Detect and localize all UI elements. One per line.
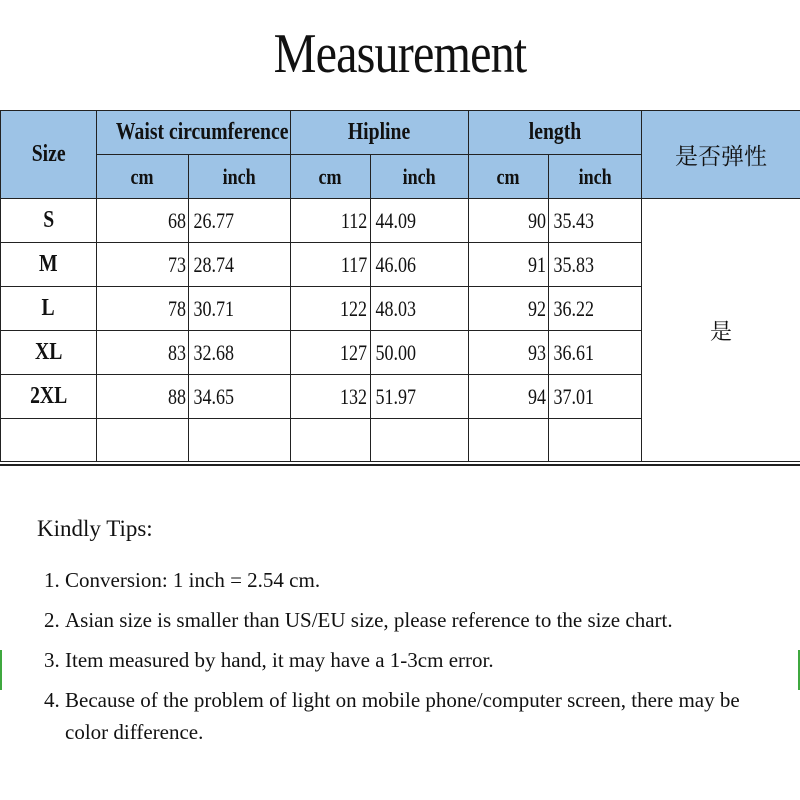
tip-item: 4. Because of the problem of light on mobile phone/computer screen, there may be color difference. xyxy=(65,684,757,748)
hip-cm-cell: 132 xyxy=(291,375,371,419)
tips-heading: Kindly Tips: xyxy=(37,516,153,541)
tip-item: 3. Item measured by hand, it may have a 1-3cm error. xyxy=(65,644,757,676)
tips-list xyxy=(37,564,757,748)
hip-inch-cell: 46.06 xyxy=(371,243,469,287)
tips-section xyxy=(37,516,757,756)
waist-cm-cell: 68 xyxy=(97,199,189,243)
elastic-header: 是否弹性 xyxy=(642,111,800,199)
tip-item: 2. Asian size is smaller than US/EU size, please reference to the size chart. xyxy=(65,604,757,636)
length-inch-header: inch xyxy=(549,155,642,199)
empty-cell xyxy=(291,419,371,462)
size-header: Size xyxy=(1,111,97,199)
hip-inch-cell: 51.97 xyxy=(371,375,469,419)
waist-cm-cell: 73 xyxy=(97,243,189,287)
page-title: Measurement xyxy=(273,23,527,85)
tip-item: 1. Conversion: 1 inch = 2.54 cm. xyxy=(65,564,757,596)
empty-cell xyxy=(189,419,291,462)
length-cm-cell: 91 xyxy=(469,243,549,287)
hip-cm-cell: 112 xyxy=(291,199,371,243)
empty-cell xyxy=(549,419,642,462)
size-label: L xyxy=(1,287,97,331)
length-cm-cell: 92 xyxy=(469,287,549,331)
empty-cell xyxy=(371,419,469,462)
waist-inch-cell: 32.68 xyxy=(189,331,291,375)
length-cm-cell: 93 xyxy=(469,331,549,375)
length-inch-cell: 36.22 xyxy=(549,287,642,331)
size-chart-table xyxy=(0,110,800,462)
waist-header: Waist circumference xyxy=(97,111,291,155)
length-inch-cell: 35.43 xyxy=(549,199,642,243)
waist-cm-cell: 78 xyxy=(97,287,189,331)
section-divider xyxy=(0,464,800,466)
empty-cell xyxy=(1,419,97,462)
length-header: length xyxy=(469,111,642,155)
waist-cm-cell: 83 xyxy=(97,331,189,375)
length-inch-cell: 37.01 xyxy=(549,375,642,419)
size-label: S xyxy=(1,199,97,243)
hip-cm-cell: 117 xyxy=(291,243,371,287)
length-inch-cell: 35.83 xyxy=(549,243,642,287)
size-label: M xyxy=(1,243,97,287)
waist-cm-header: cm xyxy=(97,155,189,199)
length-cm-header: cm xyxy=(469,155,549,199)
elastic-value: 是 xyxy=(642,199,800,462)
empty-cell xyxy=(97,419,189,462)
hip-cm-cell: 122 xyxy=(291,287,371,331)
length-inch-cell: 36.61 xyxy=(549,331,642,375)
hip-cm-header: cm xyxy=(291,155,371,199)
length-cm-cell: 90 xyxy=(469,199,549,243)
hip-cm-cell: 127 xyxy=(291,331,371,375)
waist-inch-cell: 26.77 xyxy=(189,199,291,243)
hip-header: Hipline xyxy=(291,111,469,155)
length-cm-cell: 94 xyxy=(469,375,549,419)
hip-inch-cell: 48.03 xyxy=(371,287,469,331)
waist-inch-cell: 28.74 xyxy=(189,243,291,287)
size-label: XL xyxy=(1,331,97,375)
hip-inch-cell: 50.00 xyxy=(371,331,469,375)
waist-inch-header: inch xyxy=(189,155,291,199)
size-label: 2XL xyxy=(1,375,97,419)
table-row xyxy=(1,199,800,243)
hip-inch-cell: 44.09 xyxy=(371,199,469,243)
waist-inch-cell: 34.65 xyxy=(189,375,291,419)
waist-inch-cell: 30.71 xyxy=(189,287,291,331)
left-edge-mark xyxy=(0,650,2,690)
hip-inch-header: inch xyxy=(371,155,469,199)
empty-cell xyxy=(469,419,549,462)
waist-cm-cell: 88 xyxy=(97,375,189,419)
